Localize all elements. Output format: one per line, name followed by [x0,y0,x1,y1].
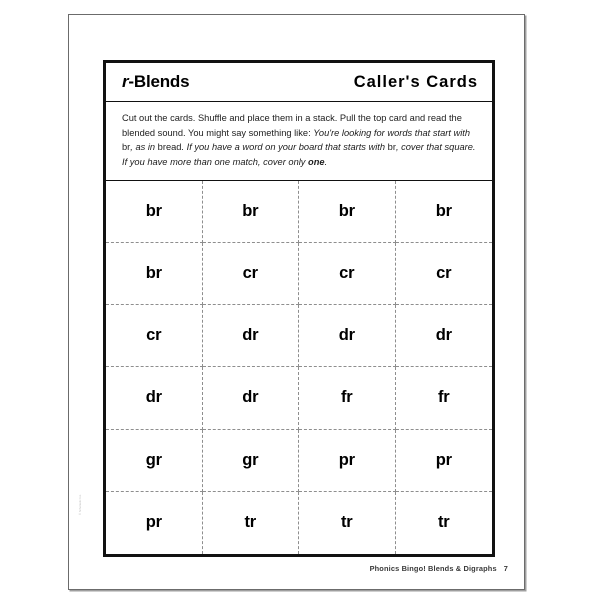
blend-card-grid [106,181,492,554]
blend-card-label: cr [146,326,162,345]
blend-card-label: tr [437,513,450,532]
blend-card-cell[interactable] [299,305,396,367]
blend-card-label: br [145,201,162,220]
blend-card-cell[interactable] [203,430,300,492]
blend-card-label: tr [244,513,257,532]
blend-card-label: pr [435,450,452,469]
blend-card-cell[interactable] [396,367,493,429]
blend-card-cell[interactable] [299,492,396,554]
card-title-rest: -Blends [128,72,190,91]
blend-card-label: cr [242,264,258,283]
instructions-text [106,102,492,181]
blend-card-label: pr [145,513,162,532]
blend-card-label: fr [340,388,353,407]
blend-card-cell[interactable] [299,243,396,305]
blend-card-label: dr [242,326,259,345]
blend-card-label: tr [340,513,353,532]
blend-card-cell[interactable] [396,492,493,554]
blend-card-label: fr [437,388,450,407]
blend-card-label: pr [338,450,355,469]
blend-card-cell[interactable] [106,367,203,429]
blend-card-cell[interactable] [106,305,203,367]
page-sheet [68,14,525,590]
footer-book-title: Phonics Bingo! Blends & Digraphs [369,564,497,573]
blend-card-cell[interactable] [396,243,493,305]
card-title [122,72,189,92]
instructions-part-2: You're looking for words that start with [313,127,471,138]
blend-card-cell[interactable] [299,430,396,492]
instructions-blend-br-2: br [387,142,396,153]
instructions-part-8: , cover that square. If you have more than one match, cover only [122,142,476,168]
instructions-word-bread: bread [157,142,182,153]
card-header [106,63,492,102]
instructions-emphasis-one: one [308,157,325,168]
blend-card-cell[interactable] [203,492,300,554]
instructions-part-1: Cut out the cards. Shuffle and place them in a stack. Pull the top card and read the blended sound. You might say something like: [122,113,462,138]
margin-credit-text: © Scholastic Inc. [79,493,82,515]
instructions-part-10: . [324,157,328,168]
blend-card-cell[interactable] [203,243,300,305]
page-footer [69,564,508,573]
blend-card-cell[interactable] [203,181,300,243]
card-title-letter: r [122,72,129,91]
blend-card-label: dr [435,326,452,345]
blend-card-label: gr [145,450,162,469]
blend-card-cell[interactable] [203,367,300,429]
blend-card-cell[interactable] [106,492,203,554]
blend-card-label: br [338,201,355,220]
blend-card-cell[interactable] [396,181,493,243]
instructions-part-4: , as in [130,142,158,153]
blend-card-cell[interactable] [203,305,300,367]
blend-card-label: br [435,201,452,220]
card-kind-label: Caller's Cards [353,72,478,91]
blend-card-label: br [145,264,162,283]
footer-page-number: 7 [503,564,508,573]
blend-card-cell[interactable] [299,367,396,429]
blend-card-cell[interactable] [106,243,203,305]
blend-card-label: gr [242,450,259,469]
blend-card-label: cr [436,264,452,283]
blend-card-label: cr [339,264,355,283]
blend-card-cell[interactable] [106,430,203,492]
blend-card-label: dr [145,388,162,407]
blend-card-cell[interactable] [106,181,203,243]
blend-card-label: dr [242,388,259,407]
callers-cards-frame [103,60,495,557]
instructions-part-6: . If you have a word on your board that starts with [181,142,388,153]
blend-card-label: dr [338,326,355,345]
blend-card-cell[interactable] [396,305,493,367]
blend-card-cell[interactable] [299,181,396,243]
instructions-blend-br-1: br [122,142,131,153]
blend-card-label: br [242,201,259,220]
blend-card-cell[interactable] [396,430,493,492]
